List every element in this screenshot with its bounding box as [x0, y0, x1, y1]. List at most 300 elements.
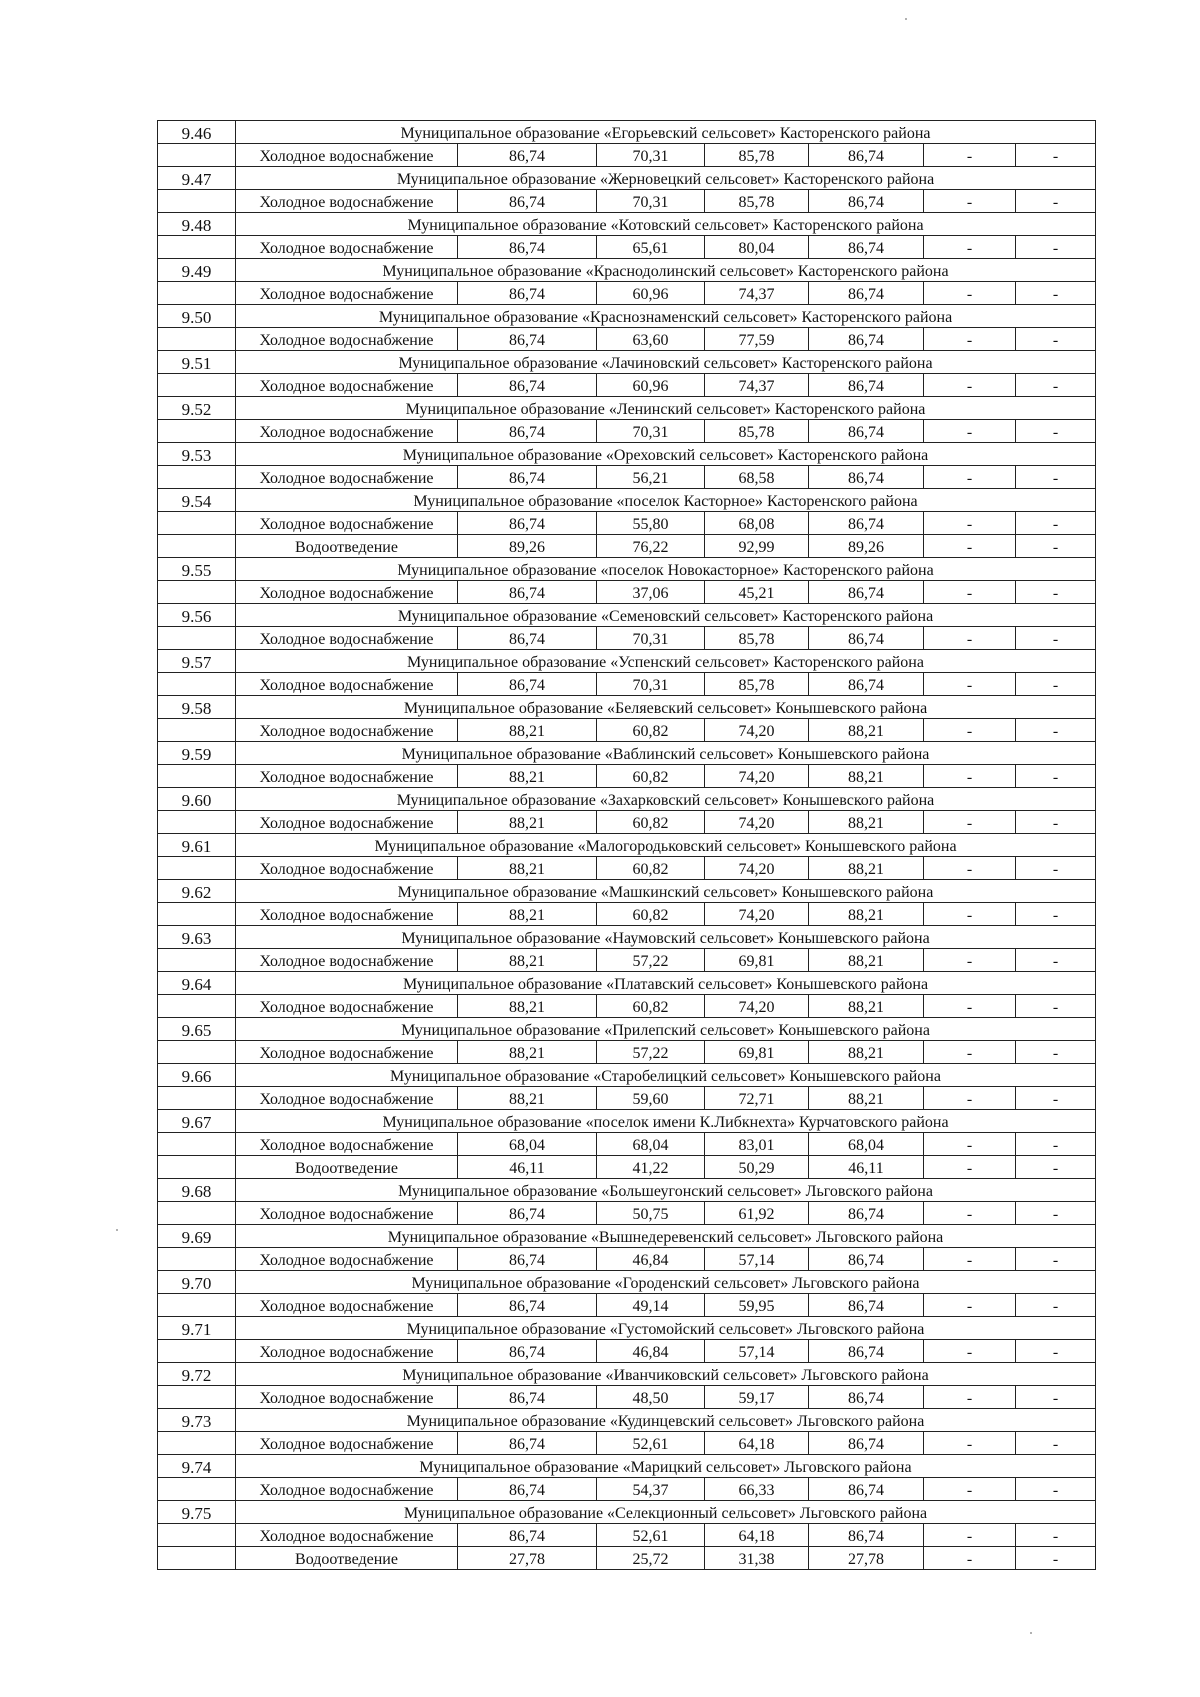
table-row	[158, 420, 1096, 443]
value-6: -	[1016, 466, 1096, 489]
value-6: -	[1016, 1248, 1096, 1271]
value-1: 46,11	[458, 1156, 597, 1179]
value-1: 86,74	[458, 282, 597, 305]
municipality-title: Муниципальное образование «Большеугонский сельсовет» Льговского района	[236, 1179, 1096, 1202]
value-3: 57,14	[705, 1340, 809, 1363]
service-name: Холодное водоснабжение	[236, 581, 458, 604]
value-6: -	[1016, 420, 1096, 443]
value-4: 86,74	[809, 1202, 924, 1225]
value-4: 86,74	[809, 190, 924, 213]
service-name: Холодное водоснабжение	[236, 328, 458, 351]
value-3: 45,21	[705, 581, 809, 604]
section-header-row	[158, 351, 1096, 374]
service-name: Холодное водоснабжение	[236, 857, 458, 880]
value-2: 57,22	[597, 949, 705, 972]
value-5: -	[924, 420, 1016, 443]
value-3: 69,81	[705, 1041, 809, 1064]
section-header-row	[158, 604, 1096, 627]
section-header-row	[158, 1409, 1096, 1432]
value-4: 86,74	[809, 1294, 924, 1317]
section-header-row	[158, 1018, 1096, 1041]
value-5: -	[924, 1133, 1016, 1156]
value-2: 70,31	[597, 420, 705, 443]
value-3: 83,01	[705, 1133, 809, 1156]
section-number: 9.57	[158, 650, 236, 673]
table-row	[158, 1524, 1096, 1547]
value-4: 86,74	[809, 1248, 924, 1271]
value-4: 86,74	[809, 420, 924, 443]
empty-cell	[158, 1156, 236, 1179]
value-5: -	[924, 1087, 1016, 1110]
value-6: -	[1016, 535, 1096, 558]
section-header-row	[158, 213, 1096, 236]
section-header-row	[158, 1271, 1096, 1294]
value-3: 74,20	[705, 857, 809, 880]
empty-cell	[158, 903, 236, 926]
value-2: 70,31	[597, 673, 705, 696]
value-5: -	[924, 282, 1016, 305]
value-6: -	[1016, 144, 1096, 167]
municipality-title: Муниципальное образование «поселок Новокасторное» Касторенского района	[236, 558, 1096, 581]
municipality-title: Муниципальное образование «Вышнедеревенский сельсовет» Льговского района	[236, 1225, 1096, 1248]
section-header-row	[158, 305, 1096, 328]
value-3: 59,17	[705, 1386, 809, 1409]
value-1: 86,74	[458, 1340, 597, 1363]
service-name: Холодное водоснабжение	[236, 1202, 458, 1225]
section-header-row	[158, 834, 1096, 857]
table-row	[158, 765, 1096, 788]
scan-speck	[116, 1229, 118, 1231]
value-2: 37,06	[597, 581, 705, 604]
value-3: 85,78	[705, 190, 809, 213]
value-3: 69,81	[705, 949, 809, 972]
empty-cell	[158, 236, 236, 259]
service-name: Холодное водоснабжение	[236, 190, 458, 213]
value-2: 52,61	[597, 1432, 705, 1455]
municipality-title: Муниципальное образование «Ваблинский сельсовет» Конышевского района	[236, 742, 1096, 765]
empty-cell	[158, 673, 236, 696]
table-row	[158, 1156, 1096, 1179]
value-5: -	[924, 581, 1016, 604]
value-4: 86,74	[809, 1524, 924, 1547]
value-1: 86,74	[458, 1478, 597, 1501]
value-5: -	[924, 1248, 1016, 1271]
table-row	[158, 512, 1096, 535]
service-name: Холодное водоснабжение	[236, 627, 458, 650]
value-2: 52,61	[597, 1524, 705, 1547]
value-2: 48,50	[597, 1386, 705, 1409]
value-1: 86,74	[458, 581, 597, 604]
section-header-row	[158, 1225, 1096, 1248]
value-5: -	[924, 765, 1016, 788]
value-1: 86,74	[458, 1524, 597, 1547]
empty-cell	[158, 535, 236, 558]
municipality-title: Муниципальное образование «Городенский сельсовет» Льговского района	[236, 1271, 1096, 1294]
value-2: 63,60	[597, 328, 705, 351]
service-name: Холодное водоснабжение	[236, 1133, 458, 1156]
empty-cell	[158, 1294, 236, 1317]
table-row	[158, 673, 1096, 696]
empty-cell	[158, 581, 236, 604]
table-row	[158, 1248, 1096, 1271]
value-6: -	[1016, 1524, 1096, 1547]
value-1: 88,21	[458, 1087, 597, 1110]
section-number: 9.47	[158, 167, 236, 190]
section-header-row	[158, 397, 1096, 420]
table-row	[158, 190, 1096, 213]
value-1: 68,04	[458, 1133, 597, 1156]
table-row	[158, 144, 1096, 167]
value-3: 50,29	[705, 1156, 809, 1179]
value-3: 85,78	[705, 627, 809, 650]
value-6: -	[1016, 374, 1096, 397]
table-row	[158, 1133, 1096, 1156]
value-2: 60,82	[597, 765, 705, 788]
value-6: -	[1016, 765, 1096, 788]
section-header-row	[158, 650, 1096, 673]
table-row	[158, 1547, 1096, 1570]
value-2: 65,61	[597, 236, 705, 259]
value-2: 60,82	[597, 719, 705, 742]
table-row	[158, 1478, 1096, 1501]
empty-cell	[158, 466, 236, 489]
empty-cell	[158, 1087, 236, 1110]
value-5: -	[924, 1478, 1016, 1501]
municipality-title: Муниципальное образование «Старобелицкий сельсовет» Конышевского района	[236, 1064, 1096, 1087]
value-6: -	[1016, 1041, 1096, 1064]
value-5: -	[924, 857, 1016, 880]
section-number: 9.46	[158, 121, 236, 144]
municipality-title: Муниципальное образование «Малогородьковский сельсовет» Конышевского района	[236, 834, 1096, 857]
value-5: -	[924, 1524, 1016, 1547]
service-name: Холодное водоснабжение	[236, 466, 458, 489]
table-row	[158, 282, 1096, 305]
table-row	[158, 236, 1096, 259]
empty-cell	[158, 857, 236, 880]
table-row	[158, 1294, 1096, 1317]
service-name: Холодное водоснабжение	[236, 1478, 458, 1501]
section-number: 9.55	[158, 558, 236, 581]
service-name: Холодное водоснабжение	[236, 512, 458, 535]
empty-cell	[158, 1248, 236, 1271]
value-1: 88,21	[458, 903, 597, 926]
value-2: 46,84	[597, 1248, 705, 1271]
value-4: 86,74	[809, 1386, 924, 1409]
value-4: 86,74	[809, 374, 924, 397]
value-4: 88,21	[809, 811, 924, 834]
value-1: 86,74	[458, 1294, 597, 1317]
table-row	[158, 1041, 1096, 1064]
section-header-row	[158, 1455, 1096, 1478]
value-3: 61,92	[705, 1202, 809, 1225]
value-3: 74,20	[705, 995, 809, 1018]
municipality-title: Муниципальное образование «Лачиновский сельсовет» Касторенского района	[236, 351, 1096, 374]
value-6: -	[1016, 903, 1096, 926]
section-header-row	[158, 742, 1096, 765]
municipality-title: Муниципальное образование «Егорьевский сельсовет» Касторенского района	[236, 121, 1096, 144]
value-6: -	[1016, 1156, 1096, 1179]
value-4: 88,21	[809, 995, 924, 1018]
municipality-title: Муниципальное образование «Кудинцевский сельсовет» Льговского района	[236, 1409, 1096, 1432]
table-row	[158, 328, 1096, 351]
value-2: 25,72	[597, 1547, 705, 1570]
value-4: 88,21	[809, 719, 924, 742]
table-row	[158, 1340, 1096, 1363]
value-5: -	[924, 236, 1016, 259]
municipality-title: Муниципальное образование «Захарковский сельсовет» Конышевского района	[236, 788, 1096, 811]
section-number: 9.65	[158, 1018, 236, 1041]
table-row	[158, 857, 1096, 880]
tariff-table-body	[158, 121, 1096, 1570]
service-name: Водоотведение	[236, 1547, 458, 1570]
section-number: 9.70	[158, 1271, 236, 1294]
value-2: 57,22	[597, 1041, 705, 1064]
value-3: 74,20	[705, 719, 809, 742]
tariff-table	[157, 120, 1096, 1570]
value-6: -	[1016, 512, 1096, 535]
municipality-title: Муниципальное образование «поселок Касторное» Касторенского района	[236, 489, 1096, 512]
section-number: 9.49	[158, 259, 236, 282]
value-4: 86,74	[809, 236, 924, 259]
value-6: -	[1016, 857, 1096, 880]
value-2: 46,84	[597, 1340, 705, 1363]
table-row	[158, 374, 1096, 397]
service-name: Холодное водоснабжение	[236, 673, 458, 696]
empty-cell	[158, 1524, 236, 1547]
table-row	[158, 995, 1096, 1018]
service-name: Холодное водоснабжение	[236, 1294, 458, 1317]
section-number: 9.52	[158, 397, 236, 420]
value-6: -	[1016, 719, 1096, 742]
value-4: 46,11	[809, 1156, 924, 1179]
value-6: -	[1016, 1133, 1096, 1156]
value-1: 88,21	[458, 719, 597, 742]
table-row	[158, 581, 1096, 604]
value-1: 86,74	[458, 328, 597, 351]
municipality-title: Муниципальное образование «Прилепский сельсовет» Конышевского района	[236, 1018, 1096, 1041]
municipality-title: Муниципальное образование «Наумовский сельсовет» Конышевского района	[236, 926, 1096, 949]
section-header-row	[158, 1179, 1096, 1202]
value-6: -	[1016, 627, 1096, 650]
value-6: -	[1016, 1294, 1096, 1317]
value-4: 86,74	[809, 144, 924, 167]
empty-cell	[158, 1386, 236, 1409]
value-1: 88,21	[458, 765, 597, 788]
section-number: 9.56	[158, 604, 236, 627]
value-4: 68,04	[809, 1133, 924, 1156]
empty-cell	[158, 1202, 236, 1225]
value-1: 88,21	[458, 1041, 597, 1064]
table-row	[158, 627, 1096, 650]
value-5: -	[924, 374, 1016, 397]
value-2: 60,96	[597, 282, 705, 305]
value-2: 41,22	[597, 1156, 705, 1179]
section-number: 9.59	[158, 742, 236, 765]
municipality-title: Муниципальное образование «Иванчиковский сельсовет» Льговского района	[236, 1363, 1096, 1386]
value-4: 86,74	[809, 328, 924, 351]
table-row	[158, 535, 1096, 558]
value-2: 60,96	[597, 374, 705, 397]
value-2: 60,82	[597, 811, 705, 834]
service-name: Холодное водоснабжение	[236, 1432, 458, 1455]
value-2: 76,22	[597, 535, 705, 558]
value-6: -	[1016, 1087, 1096, 1110]
value-3: 64,18	[705, 1524, 809, 1547]
value-6: -	[1016, 282, 1096, 305]
section-number: 9.69	[158, 1225, 236, 1248]
value-6: -	[1016, 1340, 1096, 1363]
section-number: 9.68	[158, 1179, 236, 1202]
value-4: 86,74	[809, 282, 924, 305]
section-header-row	[158, 1064, 1096, 1087]
value-4: 86,74	[809, 1340, 924, 1363]
value-5: -	[924, 1041, 1016, 1064]
value-6: -	[1016, 1386, 1096, 1409]
municipality-title: Муниципальное образование «Ореховский сельсовет» Касторенского района	[236, 443, 1096, 466]
table-row	[158, 719, 1096, 742]
service-name: Холодное водоснабжение	[236, 949, 458, 972]
empty-cell	[158, 144, 236, 167]
municipality-title: Муниципальное образование «Густомойский сельсовет» Льговского района	[236, 1317, 1096, 1340]
section-header-row	[158, 880, 1096, 903]
value-2: 49,14	[597, 1294, 705, 1317]
value-6: -	[1016, 1432, 1096, 1455]
value-6: -	[1016, 328, 1096, 351]
section-header-row	[158, 926, 1096, 949]
municipality-title: Муниципальное образование «Платавский сельсовет» Конышевского района	[236, 972, 1096, 995]
table-row	[158, 1087, 1096, 1110]
value-5: -	[924, 1386, 1016, 1409]
table-row	[158, 1386, 1096, 1409]
value-6: -	[1016, 581, 1096, 604]
service-name: Холодное водоснабжение	[236, 420, 458, 443]
service-name: Холодное водоснабжение	[236, 1386, 458, 1409]
value-6: -	[1016, 190, 1096, 213]
service-name: Холодное водоснабжение	[236, 282, 458, 305]
value-3: 31,38	[705, 1547, 809, 1570]
service-name: Холодное водоснабжение	[236, 765, 458, 788]
value-6: -	[1016, 673, 1096, 696]
table-row	[158, 903, 1096, 926]
municipality-title: Муниципальное образование «Краснодолинский сельсовет» Касторенского района	[236, 259, 1096, 282]
value-1: 86,74	[458, 466, 597, 489]
section-header-row	[158, 558, 1096, 581]
value-3: 85,78	[705, 144, 809, 167]
empty-cell	[158, 1432, 236, 1455]
value-3: 64,18	[705, 1432, 809, 1455]
value-5: -	[924, 673, 1016, 696]
value-5: -	[924, 903, 1016, 926]
service-name: Холодное водоснабжение	[236, 1041, 458, 1064]
value-3: 77,59	[705, 328, 809, 351]
section-number: 9.50	[158, 305, 236, 328]
value-4: 86,74	[809, 466, 924, 489]
value-5: -	[924, 995, 1016, 1018]
empty-cell	[158, 282, 236, 305]
section-number: 9.71	[158, 1317, 236, 1340]
empty-cell	[158, 765, 236, 788]
value-4: 86,74	[809, 1478, 924, 1501]
value-5: -	[924, 466, 1016, 489]
table-row	[158, 466, 1096, 489]
section-header-row	[158, 121, 1096, 144]
value-4: 86,74	[809, 581, 924, 604]
value-5: -	[924, 719, 1016, 742]
municipality-title: Муниципальное образование «Ленинский сельсовет» Касторенского района	[236, 397, 1096, 420]
empty-cell	[158, 1041, 236, 1064]
value-5: -	[924, 1432, 1016, 1455]
table-row	[158, 1202, 1096, 1225]
municipality-title: Муниципальное образование «поселок имени К.Либкнехта» Курчатовского района	[236, 1110, 1096, 1133]
empty-cell	[158, 374, 236, 397]
value-3: 74,20	[705, 811, 809, 834]
service-name: Холодное водоснабжение	[236, 144, 458, 167]
value-1: 86,74	[458, 1202, 597, 1225]
section-number: 9.62	[158, 880, 236, 903]
section-header-row	[158, 1501, 1096, 1524]
scan-speck	[905, 18, 907, 20]
value-5: -	[924, 1340, 1016, 1363]
empty-cell	[158, 627, 236, 650]
service-name: Холодное водоснабжение	[236, 1087, 458, 1110]
empty-cell	[158, 1478, 236, 1501]
value-5: -	[924, 1156, 1016, 1179]
value-2: 70,31	[597, 190, 705, 213]
value-1: 86,74	[458, 190, 597, 213]
value-6: -	[1016, 949, 1096, 972]
service-name: Холодное водоснабжение	[236, 374, 458, 397]
value-1: 86,74	[458, 420, 597, 443]
value-1: 86,74	[458, 512, 597, 535]
section-number: 9.63	[158, 926, 236, 949]
value-3: 68,08	[705, 512, 809, 535]
section-number: 9.58	[158, 696, 236, 719]
empty-cell	[158, 719, 236, 742]
municipality-title: Муниципальное образование «Котовский сельсовет» Касторенского района	[236, 213, 1096, 236]
value-1: 88,21	[458, 949, 597, 972]
empty-cell	[158, 949, 236, 972]
value-5: -	[924, 190, 1016, 213]
value-4: 88,21	[809, 903, 924, 926]
service-name: Водоотведение	[236, 1156, 458, 1179]
section-number: 9.72	[158, 1363, 236, 1386]
value-5: -	[924, 627, 1016, 650]
value-1: 88,21	[458, 857, 597, 880]
value-1: 89,26	[458, 535, 597, 558]
value-3: 85,78	[705, 420, 809, 443]
empty-cell	[158, 1133, 236, 1156]
value-3: 85,78	[705, 673, 809, 696]
value-4: 86,74	[809, 512, 924, 535]
value-5: -	[924, 811, 1016, 834]
section-header-row	[158, 443, 1096, 466]
value-2: 70,31	[597, 627, 705, 650]
value-3: 74,20	[705, 903, 809, 926]
value-2: 56,21	[597, 466, 705, 489]
value-4: 88,21	[809, 765, 924, 788]
empty-cell	[158, 328, 236, 351]
value-5: -	[924, 512, 1016, 535]
section-number: 9.54	[158, 489, 236, 512]
value-2: 68,04	[597, 1133, 705, 1156]
value-2: 55,80	[597, 512, 705, 535]
value-5: -	[924, 1547, 1016, 1570]
municipality-title: Муниципальное образование «Успенский сельсовет» Касторенского района	[236, 650, 1096, 673]
section-header-row	[158, 1317, 1096, 1340]
section-number: 9.66	[158, 1064, 236, 1087]
value-6: -	[1016, 236, 1096, 259]
empty-cell	[158, 420, 236, 443]
